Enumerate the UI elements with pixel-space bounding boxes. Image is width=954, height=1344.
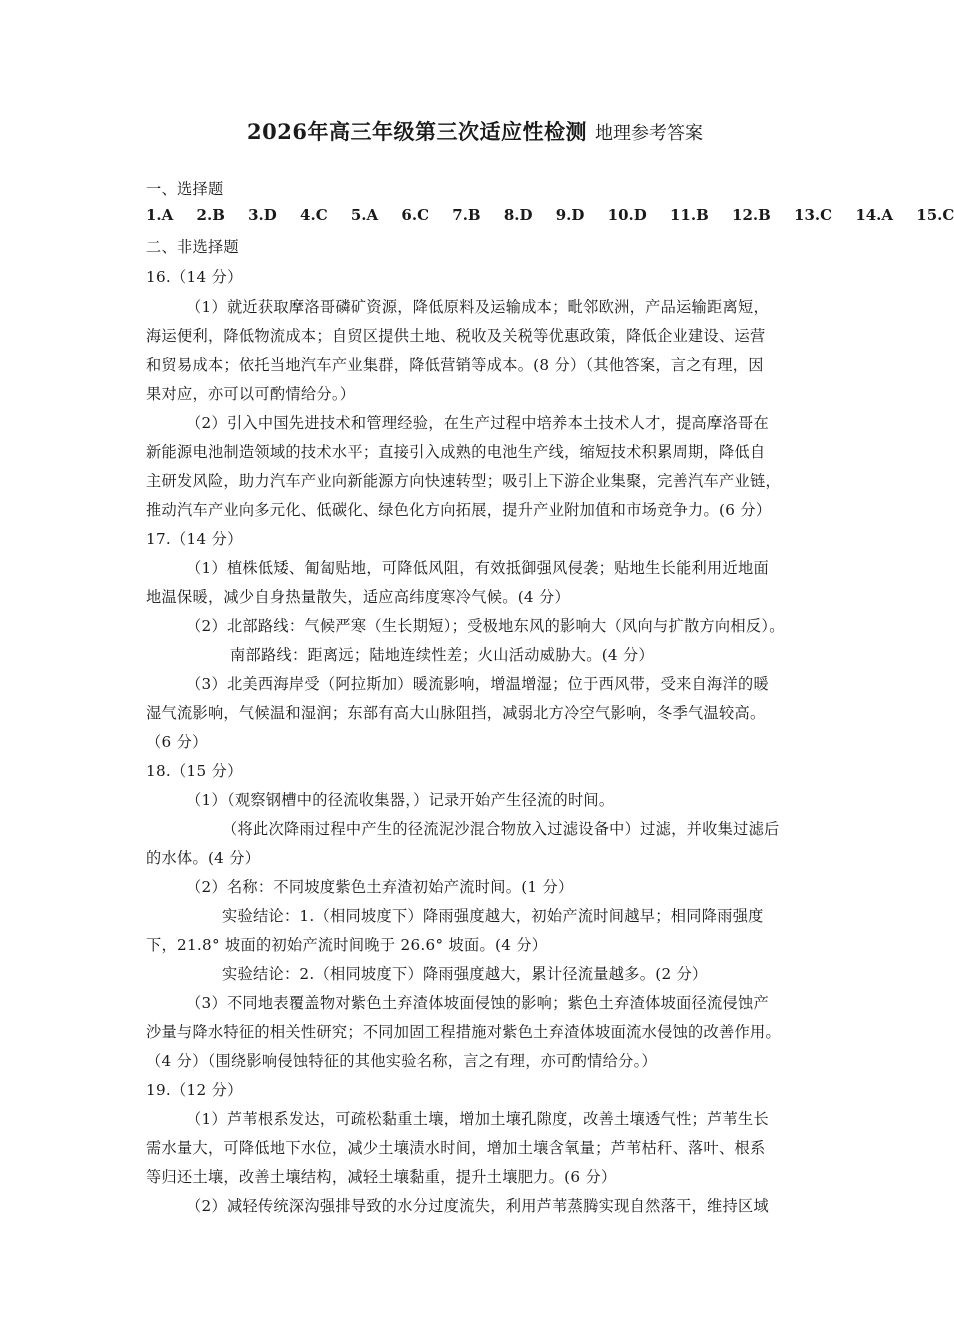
- answer-line: 果对应，亦可以可酌情给分。）: [146, 385, 356, 403]
- answer-line: 下，21.8° 坡面的初始产流时间晚于 26.6° 坡面。(4 分）: [146, 936, 548, 954]
- answer-item: 7.B: [452, 206, 481, 224]
- answer-line: 的水体。(4 分）: [146, 849, 261, 867]
- answer-line: （3）北美西海岸受（阿拉斯加）暖流影响，增温增湿；位于西风带，受来自海洋的暖: [186, 675, 769, 693]
- answer-line: 等归还土壤，改善土壤结构，减轻土壤黏重，提升土壤肥力。(6 分）: [146, 1168, 617, 1186]
- question-heading: 19.（12 分）: [146, 1081, 243, 1099]
- answer-item: 10.D: [607, 206, 647, 224]
- answer-item: 4.C: [300, 206, 328, 224]
- document-title: [0, 116, 950, 146]
- answer-line: （1）（观察钢槽中的径流收集器，）记录开始产生径流的时间。: [186, 791, 615, 809]
- answer-line: （2）减轻传统深沟强排导致的水分过度流失，利用芦苇蒸腾实现自然落干，维持区域: [186, 1197, 769, 1215]
- answer-line: （1）芦苇根系发达，可疏松黏重土壤，增加土壤孔隙度，改善土壤透气性；芦苇生长: [186, 1110, 769, 1128]
- answer-line: 和贸易成本；依托当地汽车产业集群，降低营销等成本。(8 分）（其他答案，言之有理，因: [146, 356, 764, 374]
- answer-item: 11.B: [670, 206, 709, 224]
- answer-item: 5.A: [350, 206, 379, 224]
- question-heading: 18.（15 分）: [146, 762, 243, 780]
- answer-line: （2）北部路线：气候严寒（生长期短）；受极地东风的影响大（风向与扩散方向相反）。: [186, 617, 785, 635]
- title-sub: 地理参考答案: [594, 123, 703, 144]
- answer-line: （1）植株低矮、匍匐贴地，可降低风阻，有效抵御强风侵袭；贴地生长能利用近地面: [186, 559, 769, 577]
- choice-answers-row: [146, 206, 954, 224]
- answer-line: （2）名称：不同坡度紫色土弃渣初始产流时间。(1 分）: [186, 878, 574, 896]
- title-main: 2026年高三年级第三次适应性检测: [247, 119, 587, 144]
- answer-item: 8.D: [503, 206, 533, 224]
- answer-line: 湿气流影响，气候温和湿润；东部有高大山脉阻挡，减弱北方冷空气影响，冬季气温较高。: [146, 704, 766, 722]
- answer-line: 推动汽车产业向多元化、低碳化、绿色化方向拓展，提升产业附加值和市场竞争力。(6 分）: [146, 501, 772, 519]
- answer-item: 12.B: [732, 206, 771, 224]
- answer-line: 实验结论：2.（相同坡度下）降雨强度越大，累计径流量越多。(2 分）: [222, 965, 708, 983]
- answer-line: 主研发风险，助力汽车产业向新能源方向快速转型；吸引上下游企业集聚，完善汽车产业链，: [146, 472, 781, 490]
- answer-item: 3.D: [248, 206, 277, 224]
- answer-line: 地温保暖，减少自身热量散失，适应高纬度寒冷气候。(4 分）: [146, 588, 570, 606]
- answer-line: 新能源电池制造领域的技术水平；直接引入成熟的电池生产线，缩短技术积累周期，降低自: [146, 443, 766, 461]
- answer-line: 实验结论：1.（相同坡度下）降雨强度越大，初始产流时间越早；相同降雨强度: [222, 907, 764, 925]
- answer-line: （6 分）: [146, 733, 208, 751]
- answer-line: （1）就近获取摩洛哥磷矿资源，降低原料及运输成本；毗邻欧洲，产品运输距离短，: [186, 298, 769, 316]
- answer-line: 南部路线：距离远；陆地连续性差；火山活动威胁大。(4 分）: [230, 646, 654, 664]
- answer-line: 沙量与降水特征的相关性研究；不同加固工程措施对紫色土弃渣体坡面流水侵蚀的改善作用。: [146, 1023, 781, 1041]
- answer-line: 海运便利，降低物流成本；自贸区提供土地、税收及关税等优惠政策，降低企业建设、运营: [146, 327, 766, 345]
- answer-line: 需水量大，可降低地下水位，减少土壤渍水时间，增加土壤含氧量；芦苇枯秆、落叶、根系: [146, 1139, 766, 1157]
- answer-line: （4 分）（围绕影响侵蚀特征的其他实验名称，言之有理，亦可酌情给分。）: [146, 1052, 657, 1070]
- answer-item: 15.C: [916, 206, 954, 224]
- answer-line: （3）不同地表覆盖物对紫色土弃渣体坡面侵蚀的影响；紫色土弃渣体坡面径流侵蚀产: [186, 994, 769, 1012]
- answer-item: 14.A: [855, 206, 894, 224]
- answer-item: 9.D: [555, 206, 585, 224]
- answer-item: 2.B: [196, 206, 225, 224]
- question-heading: 16.（14 分）: [146, 268, 243, 286]
- section-heading-nonchoice: 二、非选择题: [146, 238, 239, 256]
- answer-item: 1.A: [146, 206, 174, 224]
- answer-line: （将此次降雨过程中产生的径流泥沙混合物放入过滤设备中）过滤，并收集过滤后: [222, 820, 780, 838]
- answer-item: 6.C: [401, 206, 430, 224]
- section-heading-choice: 一、选择题: [146, 180, 224, 198]
- answer-item: 13.C: [794, 206, 833, 224]
- question-heading: 17.（14 分）: [146, 530, 243, 548]
- answer-line: （2）引入中国先进技术和管理经验，在生产过程中培养本土技术人才，提高摩洛哥在: [186, 414, 769, 432]
